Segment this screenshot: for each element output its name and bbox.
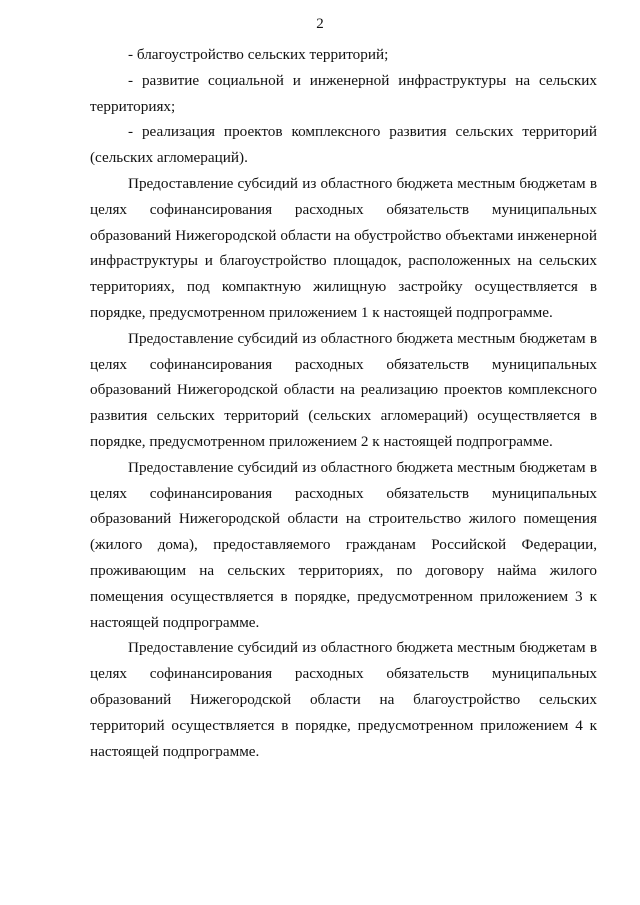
list-item-infrastructure-development: - развитие социальной и инженерной инфраструктуры на сельских территориях; (90, 71, 597, 115)
document-body (90, 42, 597, 764)
paragraph-subsidies-appendix-2: Предоставление субсидий из областного бюджета местным бюджетам в целях софинансирования расходных обязательств муниципальных образований Нижегородской области на реализацию проектов комплексного развития сельских территорий (сельских агломераций) осуществляется в порядке, предусмотренном приложением 2 к настоящей подпрограмме. (90, 329, 597, 450)
list-item-integrated-development: - реализация проектов комплексного развития сельских территорий (сельских агломераций). (90, 123, 597, 167)
page-number: 2 (316, 16, 324, 32)
paragraph-subsidies-appendix-4: Предоставление субсидий из областного бюджета местным бюджетам в целях софинансирования расходных обязательств муниципальных образований Нижегородской области на благоустройство сельских территорий осуществляется в порядке, предусмотренном приложением 4 к настоящей подпрограмме. (90, 639, 597, 760)
paragraph-subsidies-appendix-1: Предоставление субсидий из областного бюджета местным бюджетам в целях софинансирования расходных обязательств муниципальных образований Нижегородской области на обустройство объектами инженерной инфраструктуры и благоустройство площадок, расположенных на сельских территориях, под компактную жилищную застройку осуществляется в порядке, предусмотренном приложением 1 к настоящей подпрограмме. (90, 174, 597, 321)
list-item-rural-improvement: - благоустройство сельских территорий; (128, 46, 389, 63)
paragraph-subsidies-appendix-3: Предоставление субсидий из областного бюджета местным бюджетам в целях софинансирования расходных обязательств муниципальных образований Нижегородской области на строительство жилого помещения (жилого дома), предоставляемого гражданам Российской Федерации, проживающим на сельских территориях, по договору найма жилого помещения осуществляется в порядке, предусмотренном приложением 3 к настоящей подпрограмме. (90, 458, 597, 631)
